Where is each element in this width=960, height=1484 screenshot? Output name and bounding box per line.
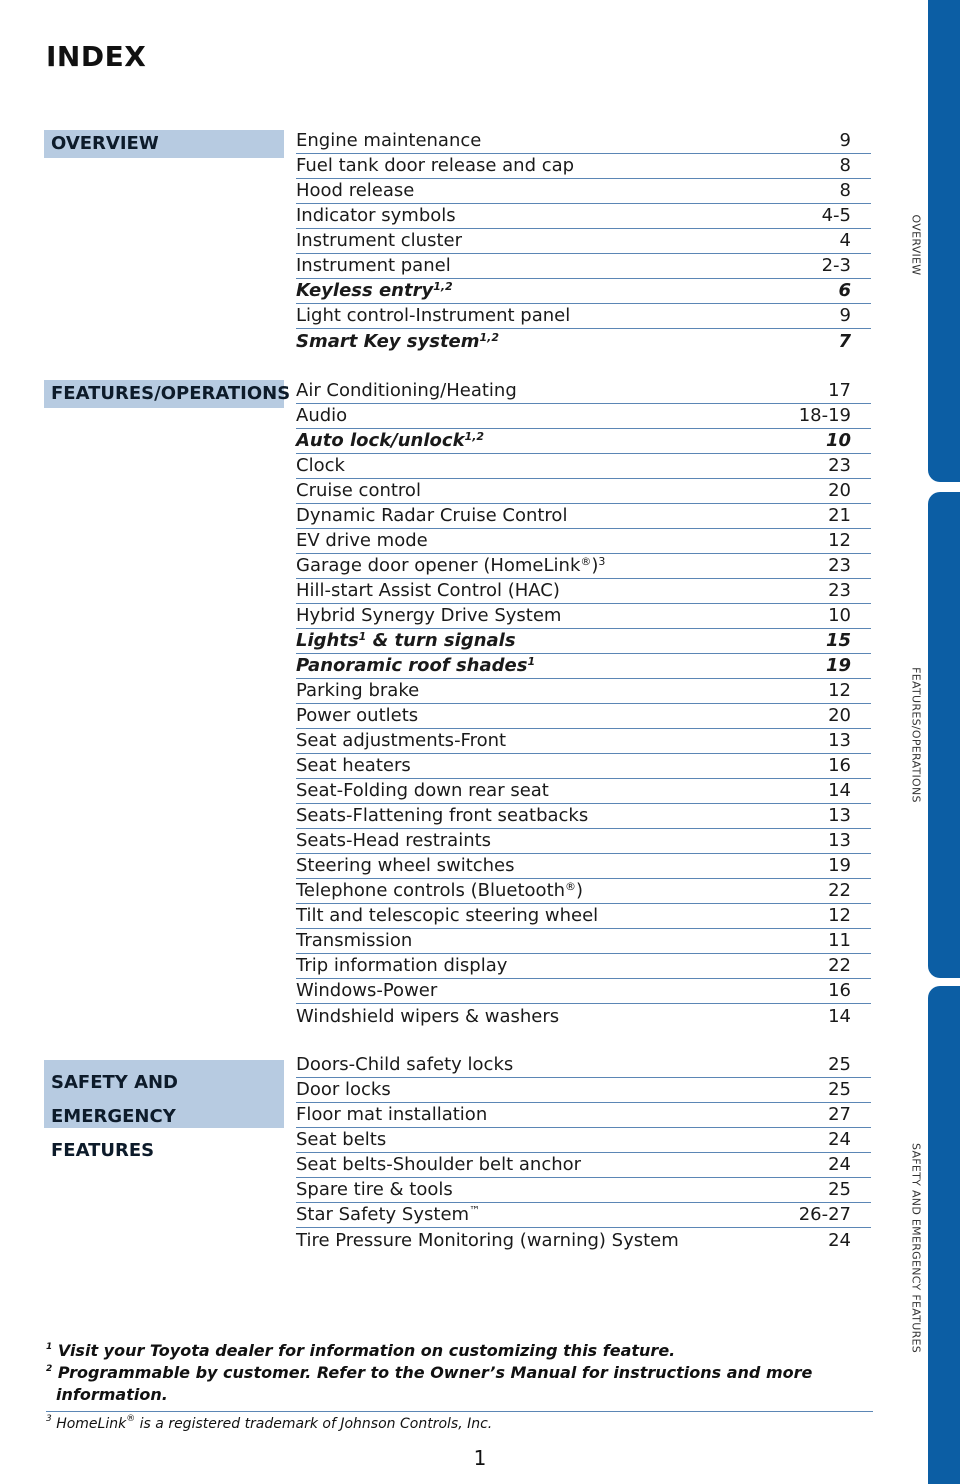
page-title: INDEX bbox=[46, 40, 147, 73]
entry-label bbox=[296, 304, 570, 328]
trademark-mark: ® bbox=[580, 555, 592, 568]
index-entry[interactable] bbox=[296, 654, 871, 679]
entry-label-suffix: ) bbox=[591, 555, 599, 576]
entry-page-number: 14 bbox=[828, 1006, 851, 1027]
features-operations-entry-list bbox=[296, 379, 871, 1029]
entry-label-text: Seat heaters bbox=[296, 755, 411, 776]
footnote-ref: 1 bbox=[358, 630, 367, 643]
entry-label bbox=[296, 1178, 453, 1202]
section-tag-label: FEATURES/OPERATIONS bbox=[51, 383, 291, 404]
footnote-marker: 3 bbox=[46, 1414, 52, 1424]
footnote-2 bbox=[46, 1362, 836, 1406]
entry-label-text: Door locks bbox=[296, 1079, 391, 1100]
entry-label bbox=[296, 254, 451, 278]
entry-label bbox=[296, 1103, 487, 1127]
index-entry[interactable] bbox=[296, 529, 871, 554]
entry-page-number: 4 bbox=[839, 230, 851, 251]
entry-page-number: 11 bbox=[828, 930, 851, 951]
entry-label-text: Seat-Folding down rear seat bbox=[296, 780, 549, 801]
entry-label bbox=[296, 229, 462, 253]
index-entry[interactable] bbox=[296, 204, 871, 229]
entry-page-number: 13 bbox=[828, 730, 851, 751]
side-label-text: OVERVIEW bbox=[909, 214, 923, 276]
entry-label-text: Hill-start Assist Control (HAC) bbox=[296, 580, 560, 601]
entry-label bbox=[296, 154, 574, 178]
side-tab-overview[interactable] bbox=[928, 0, 960, 482]
entry-label-text: Smart Key system bbox=[296, 331, 480, 352]
entry-label bbox=[296, 1128, 386, 1152]
entry-label-text: Cruise control bbox=[296, 480, 421, 501]
index-entry[interactable] bbox=[296, 229, 871, 254]
entry-page-number: 16 bbox=[828, 980, 851, 1001]
entry-label-text: Hybrid Synergy Drive System bbox=[296, 605, 562, 626]
entry-page-number: 12 bbox=[828, 680, 851, 701]
entry-page-number: 7 bbox=[838, 331, 851, 352]
entry-label bbox=[296, 829, 491, 853]
section-tag-label-line-1: SAFETY AND bbox=[51, 1072, 179, 1093]
footnote-ref: 1,2 bbox=[433, 280, 453, 293]
entry-label bbox=[296, 454, 345, 478]
entry-label-text: Panoramic roof shades bbox=[296, 655, 528, 676]
index-entry[interactable] bbox=[296, 904, 871, 929]
entry-page-number: 12 bbox=[828, 905, 851, 926]
entry-page-number: 17 bbox=[828, 380, 851, 401]
entry-label bbox=[296, 729, 506, 753]
side-tab-features-operations[interactable] bbox=[928, 492, 960, 978]
footnote-divider bbox=[46, 1411, 873, 1412]
footnote-ref: 1,2 bbox=[464, 430, 485, 443]
entry-label-text: Audio bbox=[296, 405, 348, 426]
entry-label-text: Telephone controls (Bluetooth bbox=[296, 880, 566, 901]
entry-label-text: Garage door opener (HomeLink bbox=[296, 555, 581, 576]
entry-label-text: Dynamic Radar Cruise Control bbox=[296, 505, 568, 526]
index-entry[interactable] bbox=[296, 1153, 871, 1178]
footnote-text: Programmable by customer. Refer to the Owner’s Manual for instructions and more information. bbox=[56, 1363, 813, 1404]
section-tag-overview bbox=[44, 130, 284, 158]
entry-label bbox=[296, 504, 567, 528]
entry-label bbox=[296, 629, 516, 653]
registered-mark: ® bbox=[126, 1414, 136, 1424]
entry-label-text: Indicator symbols bbox=[296, 205, 456, 226]
index-entry[interactable] bbox=[296, 979, 871, 1004]
entry-page-number: 20 bbox=[828, 480, 851, 501]
entry-label-text: Light control-Instrument panel bbox=[296, 305, 571, 326]
entry-page-number: 24 bbox=[828, 1230, 851, 1251]
entry-label bbox=[296, 854, 515, 878]
entry-label bbox=[296, 429, 484, 453]
footnote-text: Visit your Toyota dealer for information on customizing this feature. bbox=[57, 1341, 676, 1360]
entry-page-number: 9 bbox=[839, 305, 851, 326]
entry-page-number: 23 bbox=[828, 455, 851, 476]
entry-page-number: 20 bbox=[828, 705, 851, 726]
entry-label bbox=[296, 1153, 581, 1177]
entry-page-number: 22 bbox=[828, 955, 851, 976]
entry-page-number: 24 bbox=[828, 1154, 851, 1175]
overview-entry-list bbox=[296, 129, 871, 354]
entry-page-number: 10 bbox=[825, 430, 851, 451]
entry-page-number: 18-19 bbox=[798, 405, 851, 426]
entry-label-text: Star Safety System bbox=[296, 1204, 470, 1225]
entry-page-number: 24 bbox=[828, 1129, 851, 1150]
entry-label bbox=[296, 754, 411, 778]
index-entry[interactable] bbox=[296, 1203, 871, 1228]
entry-page-number: 16 bbox=[828, 755, 851, 776]
entry-label bbox=[296, 379, 517, 403]
entry-page-number: 26-27 bbox=[798, 1204, 851, 1225]
index-entry[interactable] bbox=[296, 1228, 871, 1253]
footnote-marker: 2 bbox=[46, 1364, 53, 1374]
section-tag-label: OVERVIEW bbox=[51, 133, 159, 154]
entry-label-text: Tilt and telescopic steering wheel bbox=[296, 905, 599, 926]
index-entry[interactable] bbox=[296, 704, 871, 729]
entry-label-text: Windows-Power bbox=[296, 980, 438, 1001]
index-entry[interactable] bbox=[296, 279, 871, 304]
index-entry[interactable] bbox=[296, 804, 871, 829]
index-entry[interactable] bbox=[296, 729, 871, 754]
footnote-ref: 1,2 bbox=[479, 331, 500, 344]
index-entry[interactable] bbox=[296, 329, 871, 354]
index-entry[interactable] bbox=[296, 154, 871, 179]
entry-label-text: Doors-Child safety locks bbox=[296, 1054, 514, 1075]
index-entry[interactable] bbox=[296, 129, 871, 154]
entry-label bbox=[296, 654, 535, 678]
index-entry[interactable] bbox=[296, 1178, 871, 1203]
entry-page-number: 25 bbox=[828, 1054, 851, 1075]
entry-page-number: 8 bbox=[839, 180, 851, 201]
section-tag-label-line-2: EMERGENCY FEATURES bbox=[51, 1106, 176, 1161]
entry-label bbox=[296, 604, 561, 628]
entry-label bbox=[296, 529, 428, 553]
entry-label bbox=[296, 704, 418, 728]
entry-label-text: Instrument cluster bbox=[296, 230, 462, 251]
entry-page-number: 25 bbox=[828, 1179, 851, 1200]
index-entry[interactable] bbox=[296, 429, 871, 454]
index-entry[interactable] bbox=[296, 579, 871, 604]
entry-label-text: Floor mat installation bbox=[296, 1104, 488, 1125]
entry-page-number: 15 bbox=[825, 630, 851, 651]
side-label-text: SAFETY AND EMERGENCY FEATURES bbox=[909, 1142, 923, 1354]
index-entry[interactable] bbox=[296, 1053, 871, 1078]
entry-label bbox=[296, 129, 481, 153]
entry-label-text: Spare tire & tools bbox=[296, 1179, 453, 1200]
entry-label-text: EV drive mode bbox=[296, 530, 428, 551]
entry-label bbox=[296, 779, 549, 803]
index-entry[interactable] bbox=[296, 404, 871, 429]
entry-label-text: Seat belts bbox=[296, 1129, 387, 1150]
index-entry[interactable] bbox=[296, 554, 871, 579]
index-entry[interactable] bbox=[296, 879, 871, 904]
entry-label-text: Instrument panel bbox=[296, 255, 451, 276]
entry-label-text: Trip information display bbox=[296, 955, 508, 976]
entry-label bbox=[296, 804, 588, 828]
index-entry[interactable] bbox=[296, 379, 871, 404]
entry-label bbox=[296, 879, 583, 903]
entry-page-number: 10 bbox=[828, 605, 851, 626]
section-tag-safety-emergency bbox=[44, 1060, 284, 1161]
entry-label bbox=[296, 929, 412, 953]
entry-page-number: 13 bbox=[828, 830, 851, 851]
index-entry[interactable] bbox=[296, 179, 871, 204]
entry-label-text: Windshield wipers & washers bbox=[296, 1006, 560, 1027]
entry-page-number: 2-3 bbox=[821, 255, 851, 276]
entry-label-text: Steering wheel switches bbox=[296, 855, 515, 876]
entry-label-text: Power outlets bbox=[296, 705, 419, 726]
side-label-text: FEATURES/OPERATIONS bbox=[909, 667, 923, 803]
entry-label bbox=[296, 1005, 559, 1029]
entry-page-number: 19 bbox=[828, 855, 851, 876]
entry-label bbox=[296, 1053, 513, 1077]
index-entry[interactable] bbox=[296, 854, 871, 879]
entry-page-number: 8 bbox=[839, 155, 851, 176]
index-entry[interactable] bbox=[296, 1078, 871, 1103]
entry-page-number: 12 bbox=[828, 530, 851, 551]
entry-label-text: Auto lock/unlock bbox=[296, 430, 465, 451]
footnote-ref: 3 bbox=[598, 555, 606, 568]
index-entry[interactable] bbox=[296, 929, 871, 954]
index-entry[interactable] bbox=[296, 604, 871, 629]
entry-label-text: Lights bbox=[296, 630, 359, 651]
index-entry[interactable] bbox=[296, 829, 871, 854]
entry-label-text: Keyless entry bbox=[296, 280, 434, 301]
entry-label-text: Engine maintenance bbox=[296, 130, 482, 151]
safety-emergency-entry-list bbox=[296, 1053, 871, 1253]
entry-page-number: 4-5 bbox=[821, 205, 851, 226]
index-entry[interactable] bbox=[296, 779, 871, 804]
index-entry[interactable] bbox=[296, 454, 871, 479]
entry-page-number: 14 bbox=[828, 780, 851, 801]
entry-page-number: 23 bbox=[828, 555, 851, 576]
entry-label bbox=[296, 1203, 480, 1227]
index-entry[interactable] bbox=[296, 304, 871, 329]
page-number: 1 bbox=[473, 1446, 487, 1470]
index-entry[interactable] bbox=[296, 679, 871, 704]
footnotes bbox=[46, 1340, 836, 1406]
entry-page-number: 13 bbox=[828, 805, 851, 826]
entry-label bbox=[296, 904, 598, 928]
entry-label-text: Fuel tank door release and cap bbox=[296, 155, 575, 176]
index-entry[interactable] bbox=[296, 629, 871, 654]
entry-label-text: Seats-Flattening front seatbacks bbox=[296, 805, 589, 826]
index-entry[interactable] bbox=[296, 1004, 871, 1029]
index-entry[interactable] bbox=[296, 1128, 871, 1153]
index-entry[interactable] bbox=[296, 954, 871, 979]
footnote-marker: 1 bbox=[46, 1342, 53, 1352]
index-entry[interactable] bbox=[296, 254, 871, 279]
index-entry[interactable] bbox=[296, 754, 871, 779]
entry-label bbox=[296, 1078, 391, 1102]
entry-label-text: Seats-Head restraints bbox=[296, 830, 492, 851]
entry-page-number: 27 bbox=[828, 1104, 851, 1125]
entry-page-number: 19 bbox=[825, 655, 851, 676]
entry-page-number: 21 bbox=[828, 505, 851, 526]
footnote-1 bbox=[46, 1340, 836, 1362]
entry-label bbox=[296, 404, 347, 428]
entry-label bbox=[296, 330, 499, 354]
entry-label-text: Parking brake bbox=[296, 680, 420, 701]
footnote-brand: HomeLink bbox=[56, 1416, 127, 1432]
index-entry[interactable] bbox=[296, 504, 871, 529]
entry-label bbox=[296, 179, 414, 203]
entry-label bbox=[296, 1229, 679, 1253]
entry-label-text: Clock bbox=[296, 455, 345, 476]
side-tab-safety-emergency[interactable] bbox=[928, 986, 960, 1484]
entry-page-number: 9 bbox=[839, 130, 851, 151]
entry-label bbox=[296, 579, 560, 603]
entry-label bbox=[296, 204, 456, 228]
entry-label bbox=[296, 479, 421, 503]
trademark-mark: ™ bbox=[469, 1204, 481, 1217]
entry-label-text: Tire Pressure Monitoring (warning) System bbox=[296, 1230, 679, 1251]
entry-label bbox=[296, 554, 605, 578]
entry-label-suffix: ) bbox=[576, 880, 584, 901]
entry-label bbox=[296, 954, 507, 978]
entry-page-number: 23 bbox=[828, 580, 851, 601]
entry-label bbox=[296, 279, 453, 303]
footnote-3 bbox=[46, 1416, 492, 1432]
footnote-ref: 1 bbox=[527, 655, 536, 668]
entry-label-text: Hood release bbox=[296, 180, 415, 201]
entry-label bbox=[296, 979, 437, 1003]
entry-label-text: Seat adjustments-Front bbox=[296, 730, 507, 751]
entry-page-number: 22 bbox=[828, 880, 851, 901]
index-entry[interactable] bbox=[296, 479, 871, 504]
entry-label-text: Air Conditioning/Heating bbox=[296, 380, 517, 401]
entry-page-number: 6 bbox=[838, 280, 851, 301]
entry-label-text: Seat belts-Shoulder belt anchor bbox=[296, 1154, 582, 1175]
entry-label-text: Transmission bbox=[296, 930, 413, 951]
footnote-text: is a registered trademark of Johnson Controls, Inc. bbox=[135, 1416, 493, 1432]
trademark-mark: ® bbox=[565, 880, 577, 893]
index-entry[interactable] bbox=[296, 1103, 871, 1128]
section-tag-features-operations bbox=[44, 380, 291, 408]
entry-label-suffix: & turn signals bbox=[366, 630, 516, 651]
entry-label bbox=[296, 679, 419, 703]
entry-page-number: 25 bbox=[828, 1079, 851, 1100]
